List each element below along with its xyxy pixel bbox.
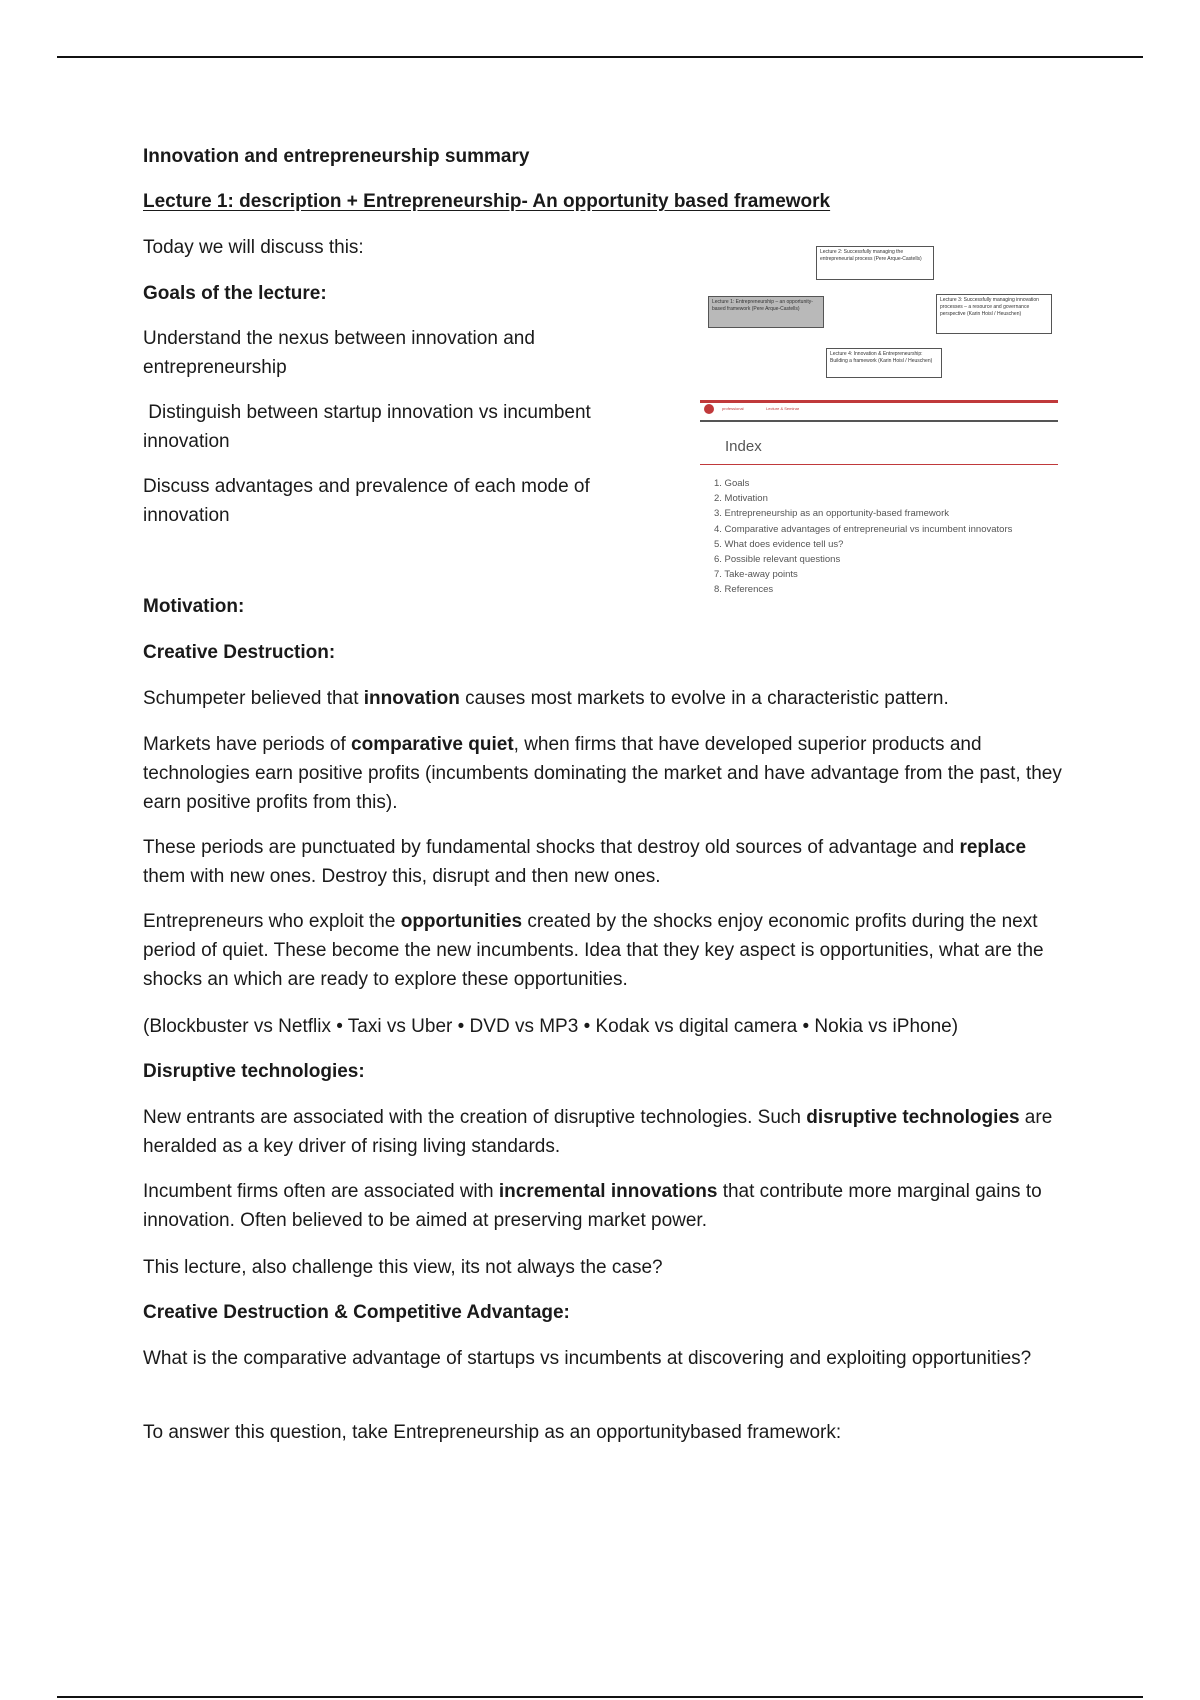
slide-thumbnail	[700, 238, 1060, 608]
university-logo-icon	[704, 404, 714, 414]
slide-header-label: Lecture & Seminar	[766, 406, 800, 411]
slide-box-lecture1: Lecture 1: Entrepreneurship – an opportunity-based framework (Pere Arque-Castells)	[708, 296, 824, 328]
slide-index-item: 7. Take-away points	[714, 569, 798, 580]
document-title: Innovation and entrepreneurship summary	[143, 146, 530, 167]
slide-header-rule	[700, 400, 1058, 403]
slide-index-item: 4. Comparative advantages of entrepreneurial vs incumbent innovators	[714, 524, 1013, 535]
slide-index-title: Index	[725, 438, 762, 455]
slide-box-lecture4: Lecture 4: Innovation & Entrepreneurship: Building a framework (Karin Hoisl / Heuschen)	[826, 348, 942, 378]
slide-index-item: 2. Motivation	[714, 493, 768, 504]
paragraph: To answer this question, take Entrepreneurship as an opportunitybased framework:	[143, 1422, 842, 1443]
lecture-heading: Lecture 1: description + Entrepreneurship- An opportunity based framework	[143, 191, 831, 212]
bottom-rule	[57, 1696, 1143, 1698]
creative-destruction-heading: Creative Destruction:	[143, 642, 336, 663]
paragraph: What is the comparative advantage of startups vs incumbents at discovering and exploiting opportunities?	[143, 1348, 1032, 1369]
paragraph: New entrants are associated with the creation of disruptive technologies. Such disruptive technologies are heralded as a key driver of rising living standards.	[143, 1107, 1053, 1157]
slide-index-rule	[700, 464, 1058, 465]
paragraph: Entrepreneurs who exploit the opportunities created by the shocks enjoy economic profits during the next period of quiet. These become the new incumbents. Idea that they key aspect is opportunities, what are the shocks an which are ready to explore these opportunities.	[143, 911, 1044, 990]
intro-text: Today we will discuss this:	[143, 237, 364, 258]
slide-header-label: professional	[722, 406, 744, 411]
goal-item: Discuss advantages and prevalence of each mode of innovation	[143, 476, 590, 526]
motivation-heading: Motivation:	[143, 596, 245, 617]
slide-index-item: 3. Entrepreneurship as an opportunity-based framework	[714, 508, 949, 519]
slide-box-lecture3: Lecture 3: Successfully managing innovation processes – a resource and governance perspective (Karin Hoisl / Heuschen)	[936, 294, 1052, 334]
paragraph: This lecture, also challenge this view, its not always the case?	[143, 1257, 663, 1278]
paragraph: Schumpeter believed that innovation causes most markets to evolve in a characteristic pattern.	[143, 688, 949, 709]
slide-box-lecture2: Lecture 2: Successfully managing the entrepreneurial process (Pere Arque-Castells)	[816, 246, 934, 280]
examples-line: (Blockbuster vs Netflix • Taxi vs Uber • DVD vs MP3 • Kodak vs digital camera • Nokia vs iPhone)	[143, 1016, 959, 1037]
paragraph: Markets have periods of comparative quiet, when firms that have developed superior products and technologies earn positive profits (incumbents dominating the market and have advantage from the past, they earn positive profits from this).	[143, 734, 1062, 813]
disruptive-heading: Disruptive technologies:	[143, 1061, 365, 1082]
paragraph: These periods are punctuated by fundamental shocks that destroy old sources of advantage and replace them with new ones. Destroy this, disrupt and then new ones.	[143, 837, 1027, 887]
slide-index-item: 8. References	[714, 584, 774, 595]
slide-index-item: 5. What does evidence tell us?	[714, 539, 844, 550]
paragraph: Incumbent firms often are associated with incremental innovations that contribute more marginal gains to innovation. Often believed to be aimed at preserving market power.	[143, 1181, 1042, 1231]
top-rule	[57, 56, 1143, 58]
cdca-heading: Creative Destruction & Competitive Advantage:	[143, 1302, 570, 1323]
slide-index-item: 6. Possible relevant questions	[714, 554, 841, 565]
slide-header-rule	[700, 420, 1058, 422]
slide-index-item: 1. Goals	[714, 478, 750, 489]
goal-item: Distinguish between startup innovation vs incumbent innovation	[143, 402, 597, 452]
goals-heading: Goals of the lecture:	[143, 283, 327, 304]
goal-item: Understand the nexus between innovation and entrepreneurship	[143, 328, 535, 378]
